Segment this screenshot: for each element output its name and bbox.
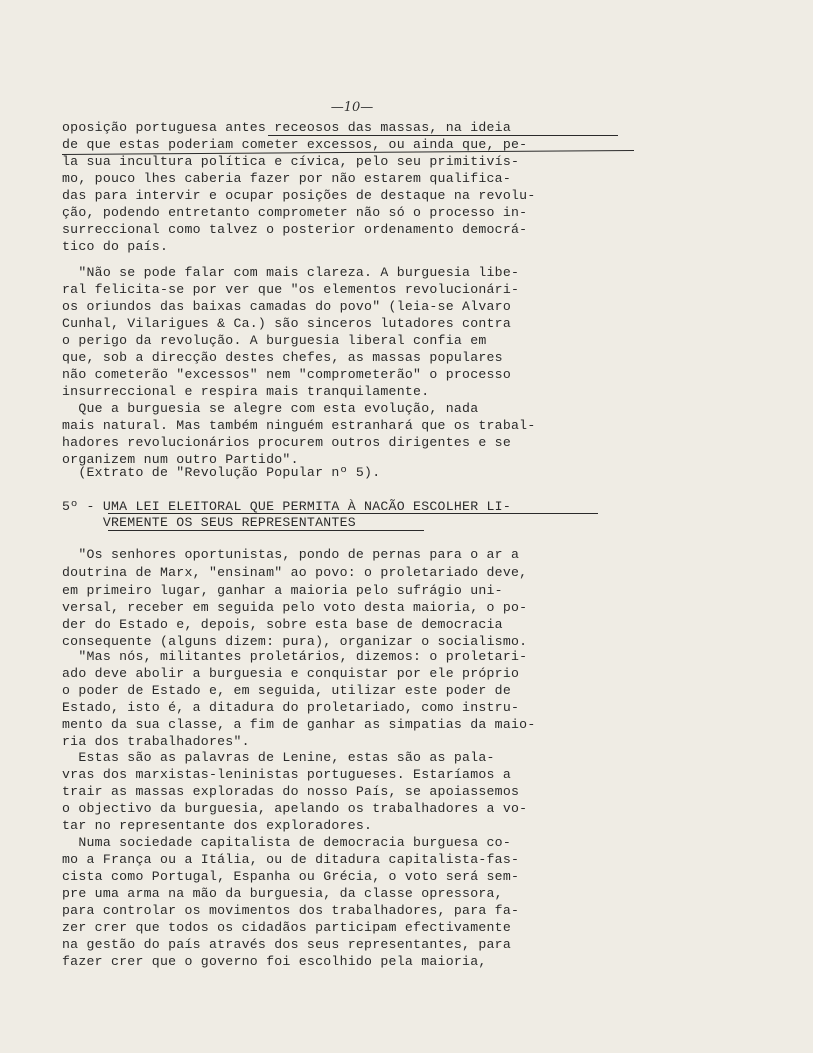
section-heading-line: 5º - UMA LEI ELEITORAL QUE PERMITA À NACÃO ESCOLHER LI- [62,499,512,514]
text-line: mento da sua classe, a fim de ganhar as simpatias da maio- [62,717,536,732]
text-line: o perigo da revolução. A burguesia liberal confia em [62,333,487,348]
text-line: consequente (alguns dizem: pura), organizar o socialismo. [62,634,528,649]
text-line: não cometerão "excessos" nem "comprometerão" o processo [62,367,512,382]
text-line: organizem num outro Partido". [62,452,299,467]
text-line: ria dos trabalhadores". [62,734,250,749]
text-line: Cunhal, Vilarigues & Ca.) são sinceros lutadores contra [62,316,512,331]
text-line: mais natural. Mas também ninguém estranhará que os trabal- [62,418,536,433]
text-line: ral felicita-se por ver que "os elementos revolucionári- [62,282,520,297]
text-line: das para intervir e ocupar posições de destaque na revolu- [62,188,536,203]
text-line: Estado, isto é, a ditadura do proletariado, como instru- [62,700,520,715]
text-line: o poder de Estado e, em seguida, utilizar este poder de [62,683,512,698]
text-line: para controlar os movimentos dos trabalhadores, para fa- [62,903,520,918]
heading-underline [108,530,424,531]
text-line: "Não se pode falar com mais clareza. A burguesia libe- [62,265,520,280]
text-line: de que estas poderiam cometer excessos, ou ainda que, pe- [62,137,528,152]
text-line: hadores revolucionários procurem outros dirigentes e se [62,435,512,450]
text-line: la sua incultura política e cívica, pelo seu primitivís- [62,154,520,169]
handwritten-underline [268,135,618,136]
text-line: pre uma arma na mão da burguesia, da classe opressora, [62,886,503,901]
text-line: Estas são as palavras de Lenine, estas são as pala- [62,750,495,765]
text-line: mo, pouco lhes caberia fazer por não estarem qualifica- [62,171,512,186]
text-line: os oriundos das baixas camadas do povo" (leia-se Alvaro [62,299,512,314]
text-line: "Os senhores oportunistas, pondo de pernas para o ar a [62,547,520,562]
text-line: tico do país. [62,239,169,254]
text-line: surreccional como talvez o posterior ordenamento democrá- [62,222,528,237]
text-line: oposição portuguesa antes receosos das massas, na ideia [62,120,512,135]
text-line: mo a França ou a Itália, ou de ditadura capitalista-fas- [62,852,520,867]
text-line: der do Estado e, depois, sobre esta base de democracia [62,617,503,632]
section-heading-line: VREMENTE OS SEUS REPRESENTANTES [62,515,356,530]
text-line: "Mas nós, militantes proletários, dizemos: o proletari- [62,649,528,664]
text-line: trair as massas exploradas do nosso País, se apoiassemos [62,784,520,799]
text-line: Numa sociedade capitalista de democracia burguesa co- [62,835,512,850]
text-line: ado deve abolir a burguesia e conquistar por ele próprio [62,666,520,681]
text-line: (Extrato de "Revolução Popular nº 5). [62,465,381,480]
text-line: Que a burguesia se alegre com esta evolução, nada [62,401,479,416]
text-line: ção, podendo entretanto comprometer não só o processo in- [62,205,528,220]
text-line: tar no representante dos exploradores. [62,818,373,833]
text-line: em primeiro lugar, ganhar a maioria pelo sufrágio uni- [62,583,503,598]
text-line: insurreccional e respira mais tranquilamente. [62,384,430,399]
text-line: na gestão do país através dos seus representantes, para [62,937,512,952]
heading-underline [108,513,598,514]
text-line: cista como Portugal, Espanha ou Grécia, o voto será sem- [62,869,520,884]
page-number: —10— [330,100,374,115]
text-line: o objectivo da burguesia, apelando os trabalhadores a vo- [62,801,528,816]
text-line: vras dos marxistas-leninistas portugueses. Estaríamos a [62,767,512,782]
text-line: doutrina de Marx, "ensinam" ao povo: o proletariado deve, [62,565,528,580]
text-line: que, sob a direcção destes chefes, as massas populares [62,350,503,365]
text-line: versal, receber em seguida pelo voto desta maioria, o po- [62,600,528,615]
text-line: zer crer que todos os cidadãos participam efectivamente [62,920,512,935]
text-line: fazer crer que o governo foi escolhido pela maioria, [62,954,487,969]
